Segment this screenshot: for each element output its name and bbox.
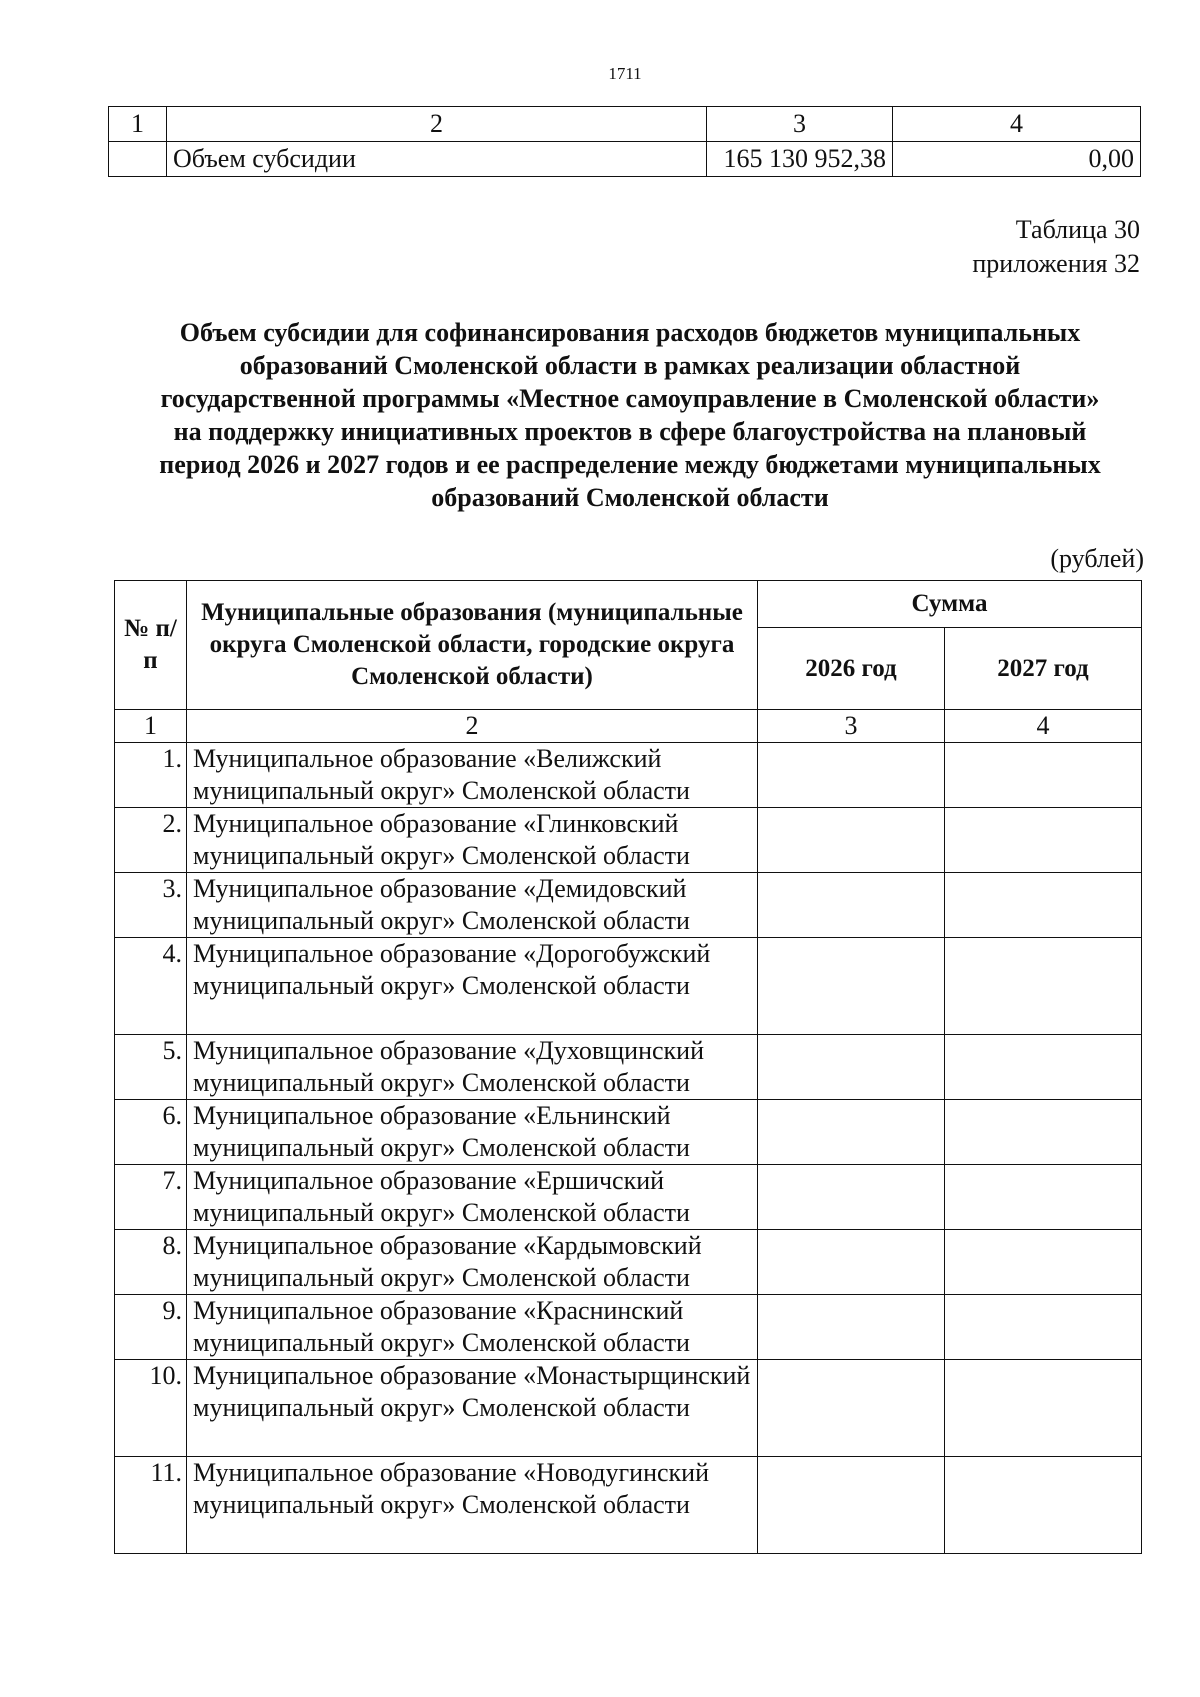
column-index: 4 [945, 710, 1142, 743]
table-row [115, 1100, 1142, 1165]
column-index: 4 [893, 107, 1141, 142]
value-2026 [758, 1457, 945, 1554]
table-row [115, 1035, 1142, 1100]
value-2026: 165 130 952,38 [707, 142, 893, 177]
header-year-2027: 2027 год [945, 628, 1142, 710]
municipality-name: Муниципальное образование «Ершичский муниципальный округ» Смоленской области [187, 1165, 758, 1230]
municipality-name: Муниципальное образование «Велижский муниципальный округ» Смоленской области [187, 743, 758, 808]
table-row [115, 743, 1142, 808]
value-2027 [945, 1295, 1142, 1360]
table-caption: Таблица 30 [1015, 215, 1140, 244]
column-index: 2 [187, 710, 758, 743]
title-line: образований Смоленской области в рамках реализации областной [239, 351, 1021, 380]
distribution-table [114, 580, 1142, 1554]
table-row [115, 1457, 1142, 1554]
value-2027 [945, 1100, 1142, 1165]
row-number: 9. [115, 1295, 187, 1360]
value-2026 [758, 1100, 945, 1165]
column-index: 1 [109, 107, 167, 142]
table-row [115, 1165, 1142, 1230]
value-2027 [945, 1035, 1142, 1100]
document-title [100, 316, 1160, 514]
municipality-name: Муниципальное образование «Демидовский муниципальный округ» Смоленской области [187, 873, 758, 938]
header-municipality: Муниципальные образования (муниципальные округа Смоленской области, городские округа Смоленской области) [187, 581, 758, 710]
municipality-name: Муниципальное образование «Новодугинский муниципальный округ» Смоленской области [187, 1457, 758, 1554]
row-number: 11. [115, 1457, 187, 1554]
header-num: № п/п [115, 581, 187, 710]
value-2026 [758, 873, 945, 938]
table-row [115, 1360, 1142, 1457]
continuation-index-row [109, 107, 1141, 142]
municipality-name: Муниципальное образование «Кардымовский муниципальный округ» Смоленской области [187, 1230, 758, 1295]
units-label: (рублей) [1050, 544, 1144, 573]
title-line: государственной программы «Местное самоуправление в Смоленской области» [160, 384, 1100, 413]
title-line: Объем субсидии для софинансирования расходов бюджетов муниципальных [179, 318, 1081, 347]
row-number: 3. [115, 873, 187, 938]
row-number: 2. [115, 808, 187, 873]
title-line: образований Смоленской области [431, 483, 829, 512]
header-row [115, 581, 1142, 628]
column-index: 1 [115, 710, 187, 743]
table-row [115, 873, 1142, 938]
value-2026 [758, 743, 945, 808]
table-row [115, 938, 1142, 1035]
table-row [115, 808, 1142, 873]
title-line: период 2026 и 2027 годов и ее распределение между бюджетами муниципальных [159, 450, 1101, 479]
value-2026 [758, 1295, 945, 1360]
value-2027 [945, 1165, 1142, 1230]
table-row [115, 1295, 1142, 1360]
row-number: 1. [115, 743, 187, 808]
row-number: 7. [115, 1165, 187, 1230]
table-row [115, 1230, 1142, 1295]
header-sum: Сумма [758, 581, 1142, 628]
municipality-name: Муниципальное образование «Ельнинский муниципальный округ» Смоленской области [187, 1100, 758, 1165]
value-2027 [945, 743, 1142, 808]
municipality-name: Муниципальное образование «Дорогобужский муниципальный округ» Смоленской области [187, 938, 758, 1035]
value-2026 [758, 1360, 945, 1457]
municipality-name: Муниципальное образование «Духовщинский муниципальный округ» Смоленской области [187, 1035, 758, 1100]
value-2027 [945, 808, 1142, 873]
row-number [109, 142, 167, 177]
subsidy-total-row [109, 142, 1141, 177]
value-2026 [758, 1165, 945, 1230]
title-line: на поддержку инициативных проектов в сфере благоустройства на плановый [173, 417, 1087, 446]
header-year-2026: 2026 год [758, 628, 945, 710]
municipality-name: Муниципальное образование «Глинковский муниципальный округ» Смоленской области [187, 808, 758, 873]
row-label: Объем субсидии [167, 142, 707, 177]
municipality-name: Муниципальное образование «Монастырщинский муниципальный округ» Смоленской области [187, 1360, 758, 1457]
row-number: 5. [115, 1035, 187, 1100]
value-2026 [758, 1035, 945, 1100]
value-2026 [758, 1230, 945, 1295]
index-row [115, 710, 1142, 743]
value-2026 [758, 808, 945, 873]
row-number: 4. [115, 938, 187, 1035]
value-2027 [945, 1457, 1142, 1554]
value-2027: 0,00 [893, 142, 1141, 177]
continuation-table [108, 106, 1141, 177]
row-number: 6. [115, 1100, 187, 1165]
column-index: 2 [167, 107, 707, 142]
column-index: 3 [707, 107, 893, 142]
value-2027 [945, 1230, 1142, 1295]
value-2027 [945, 938, 1142, 1035]
page-number: 1711 [608, 64, 642, 83]
value-2026 [758, 938, 945, 1035]
value-2027 [945, 873, 1142, 938]
column-index: 3 [758, 710, 945, 743]
appendix-caption: приложения 32 [972, 249, 1140, 278]
value-2027 [945, 1360, 1142, 1457]
row-number: 10. [115, 1360, 187, 1457]
row-number: 8. [115, 1230, 187, 1295]
municipality-name: Муниципальное образование «Краснинский муниципальный округ» Смоленской области [187, 1295, 758, 1360]
